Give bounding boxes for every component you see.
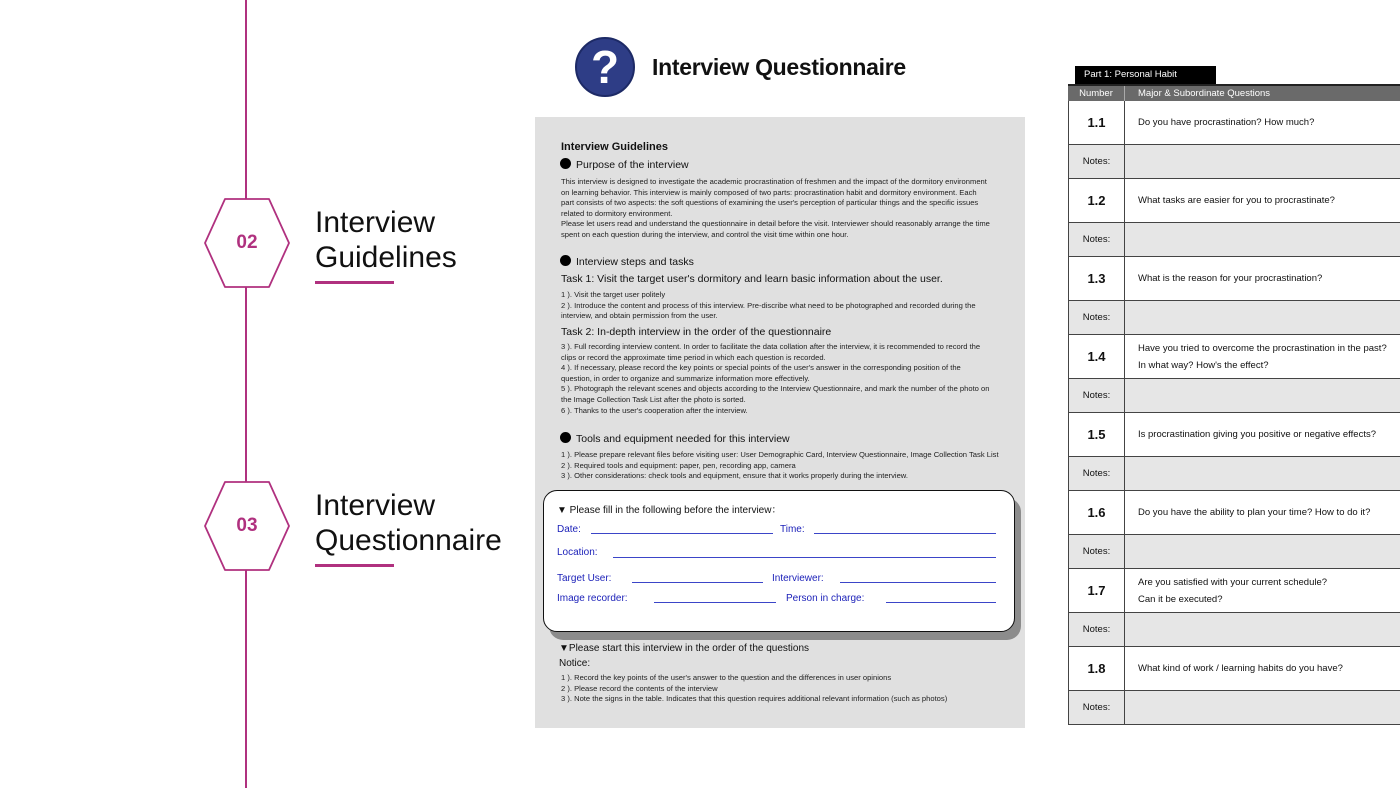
section-hexagon-03 [204,480,290,572]
table-row [1069,647,1400,691]
notes-field[interactable] [1126,145,1400,178]
notes-row [1069,457,1400,491]
document-heading: Interview Guidelines [561,141,668,153]
section-underline [315,281,394,284]
question-number: 1.8 [1069,647,1125,690]
target-user-field[interactable] [632,582,763,583]
paragraph-line: Please let users read and understand the questionnaire in detail before the visit. Interviewer should reasonably arrange the time [561,219,990,229]
paragraph-line: part consists of two aspects: the soft questions of examining the user's perception of particular things and the specific issues [561,198,979,208]
notes-label: Notes: [1069,613,1125,646]
list-item: clips or record the approximate time period in which each question is recorded. [561,352,826,362]
section-title-questionnaire [315,488,502,558]
notes-row [1069,691,1400,725]
list-item: 3 ). Note the signs in the table. Indicates that this question requires additional relevant information (such as photos) [561,694,948,704]
list-item: 3 ). Full recording interview content. In order to facilitate the data collation after the interview, it is recommended to record the [561,342,981,351]
tools-items [561,450,1011,482]
image-recorder-field[interactable] [654,602,776,603]
list-item: the Image Collection Task List after the photo is sorted. [561,394,746,404]
tools-heading-text: Tools and equipment needed for this interview [576,433,790,445]
notes-label: Notes: [1069,457,1125,490]
section-hexagon-02 [204,197,290,289]
start-heading: ▼Please start this interview in the order of the questions [559,643,810,654]
tools-heading [560,432,790,445]
list-item: 6 ). Thanks to the user's cooperation after the interview. [561,405,748,415]
list-item: 2 ). Introduce the content and process of this interview. Pre-discribe what need to be photographed and recorded during the [561,300,976,310]
task1-title: Task 1: Visit the target user's dormitory and learn basic information about the user. [561,273,943,285]
table-header [1068,84,1400,101]
form-heading: ▼ Please fill in the following before the interview： [557,505,782,516]
question-number: 1.7 [1069,569,1125,612]
date-label: Date: [557,524,581,535]
notes-label: Notes: [1069,691,1125,724]
question-number: 1.5 [1069,413,1125,456]
notes-row [1069,535,1400,569]
list-item: 2 ). Required tools and equipment: paper, pen, recording app, camera [561,460,796,470]
list-item: 5 ). Photograph the relevant scenes and objects according to the Interview Questionnaire, and mark the number of the photo on [561,384,990,394]
notes-row [1069,145,1400,179]
column-header-number: Number [1068,86,1125,101]
timeline-line [245,0,247,788]
notes-label: Notes: [1069,535,1125,568]
table-row [1069,569,1400,613]
steps-heading [560,255,694,268]
pre-interview-form [543,490,1015,632]
question-number: 1.4 [1069,335,1125,378]
steps-heading-text: Interview steps and tasks [576,256,694,268]
notice-label: Notice: [559,658,591,669]
table-row [1069,257,1400,301]
question-number: 1.3 [1069,257,1125,300]
interview-guidelines-document [535,117,1025,728]
section-title-guidelines [315,205,457,275]
date-field[interactable] [591,533,773,534]
notes-label: Notes: [1069,145,1125,178]
question-number: 1.6 [1069,491,1125,534]
purpose-heading-text: Purpose of the interview [576,159,689,171]
bullet-icon [560,255,571,266]
bullet-icon [560,158,571,169]
table-body [1068,101,1400,725]
table-row [1069,335,1400,379]
target-user-label: Target User: [557,573,612,584]
notes-label: Notes: [1069,223,1125,256]
section-title-line: Questionnaire [315,524,502,557]
time-field[interactable] [814,533,996,534]
task1-items [561,290,1011,322]
section-title-line: Interview [315,489,436,522]
list-item: 4 ). If necessary, please record the key points or special points of the user's answer in the corresponding position of the [561,363,961,373]
location-label: Location: [557,547,598,558]
purpose-heading [560,158,689,171]
notes-field[interactable] [1126,535,1400,568]
notes-field[interactable] [1126,613,1400,646]
question-text: Is procrastination giving you positive or negative effects? [1138,429,1376,440]
section-number: 03 [236,515,258,536]
notes-row [1069,301,1400,335]
question-text: What kind of work / learning habits do you have? [1138,663,1343,674]
question-text: What is the reason for your procrastination? [1138,273,1323,284]
question-text: Do you have procrastination? How much? [1138,117,1315,128]
paragraph-line: on learning behavior. This interview is mainly composed of two parts: procrastination habit and dormitory environment. Each [561,187,977,197]
question-text: Are you satisfied with your current schedule? Can it be executed? [1138,576,1328,605]
page-title: Interview Questionnaire [652,54,906,80]
notes-field[interactable] [1126,223,1400,256]
table-row [1069,491,1400,535]
notes-field[interactable] [1126,379,1400,412]
interviewer-label: Interviewer: [772,573,824,584]
list-item: question, in order to organize and summarize information more effectively. [561,373,810,383]
question-text: What tasks are easier for you to procrastinate? [1138,195,1335,206]
question-number: 1.2 [1069,179,1125,222]
notes-row [1069,379,1400,413]
notes-label: Notes: [1069,379,1125,412]
notes-row [1069,613,1400,647]
section-number: 02 [236,232,258,253]
list-item: 2 ). Please record the contents of the interview [561,683,718,693]
notes-label: Notes: [1069,301,1125,334]
notes-field[interactable] [1126,691,1400,724]
column-header-questions: Major & Subordinate Questions [1138,88,1271,99]
table-row [1069,179,1400,223]
question-mark-icon: ? [575,37,635,97]
paragraph-line: This interview is designed to investigate the academic procrastination of freshmen and the impact of the dormitory environment [561,177,987,186]
list-item: 3 ). Other considerations: check tools and equipment, ensure that it works properly during the interview. [561,471,908,481]
paragraph-line: related to dormitory environment. [561,208,673,218]
purpose-paragraph [561,177,1011,241]
task2-title: Task 2: In-depth interview in the order of the questionnaire [561,326,832,338]
notes-field[interactable] [1126,457,1400,490]
interviewer-field[interactable] [840,582,996,583]
person-in-charge-label: Person in charge: [786,593,865,604]
notes-field[interactable] [1126,301,1400,334]
section-title-line: Interview [315,206,436,239]
table-row [1069,101,1400,145]
list-item: interview, and obtain permission from the user. [561,311,718,321]
questions-table [1068,84,1400,728]
image-recorder-label: Image recorder: [557,593,628,604]
person-in-charge-field[interactable] [886,602,996,603]
task2-items [561,342,1011,416]
notes-row [1069,223,1400,257]
notice-items [561,673,1011,705]
section-underline [315,564,394,567]
time-label: Time: [780,524,805,535]
bullet-icon [560,432,571,443]
question-text: Have you tried to overcome the procrastination in the past? In what way? How's the effect? [1138,342,1387,371]
location-field[interactable] [613,557,996,558]
table-row [1069,413,1400,457]
part-tab-label: Part 1: Personal Habit [1075,66,1216,84]
list-item: 1 ). Please prepare relevant files before visiting user: User Demographic Card, Interview Questionnaire, Image Collection Task List [561,450,999,459]
question-number: 1.1 [1069,101,1125,144]
section-title-line: Guidelines [315,241,457,274]
paragraph-line: spent on each question during the interview, and control the visit time within one hour. [561,229,849,239]
list-item: 1 ). Visit the target user politely [561,290,666,299]
question-text: Do you have the ability to plan your time? How to do it? [1138,507,1371,518]
list-item: 1 ). Record the key points of the user's answer to the question and the differences in user opinions [561,673,892,682]
